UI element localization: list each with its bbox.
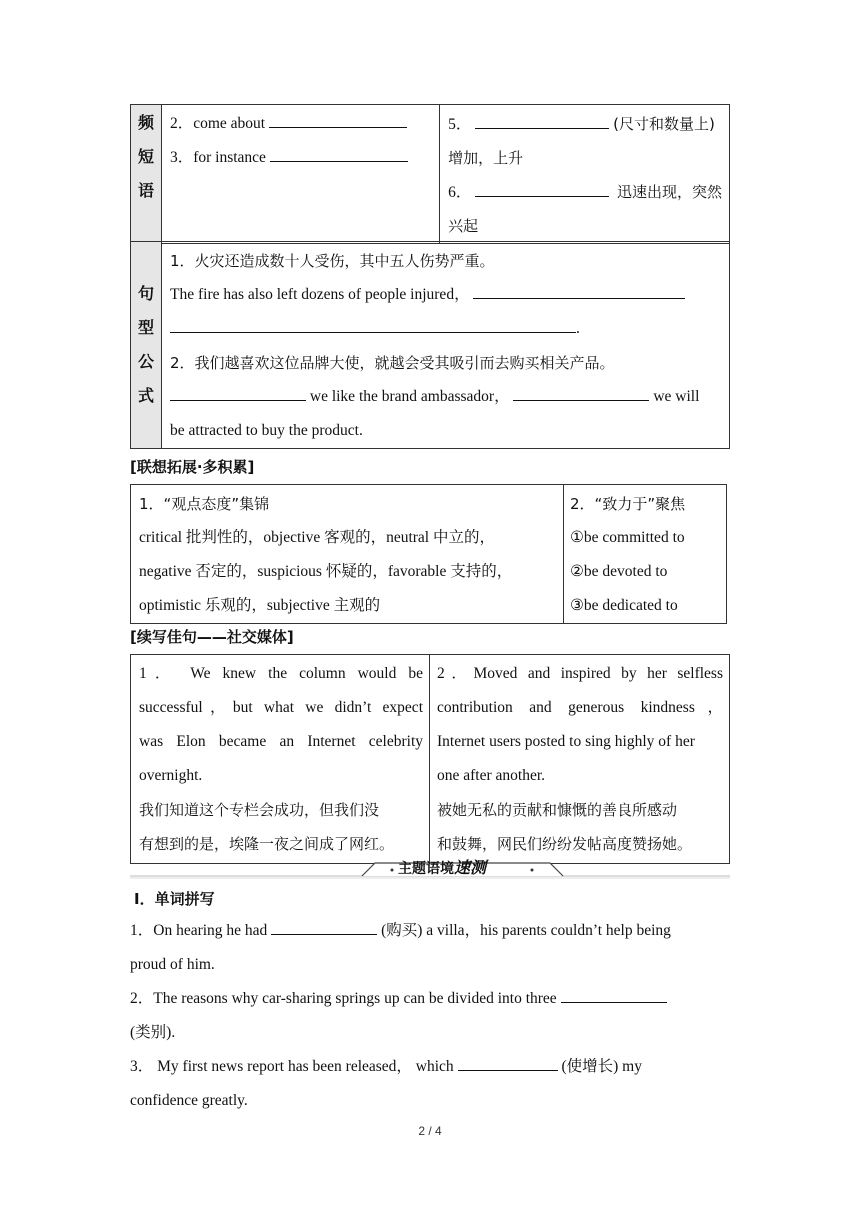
answer-blank[interactable] <box>513 384 649 401</box>
question-1: 1．On hearing he had (购买) a villa，his parents couldn’t help being <box>130 914 730 948</box>
phrase-left-cell: 2．come about 3．for instance <box>161 105 439 244</box>
answer-blank[interactable] <box>170 384 306 401</box>
answer-blank[interactable] <box>269 111 407 128</box>
association-table <box>130 484 727 624</box>
page-number: 2 / 4 <box>418 1124 442 1138</box>
answer-blank[interactable] <box>475 180 609 197</box>
topic-banner <box>130 858 730 882</box>
sentence-table <box>130 654 730 864</box>
section-sentences-heading: [续写佳句——社交媒体] <box>130 628 294 646</box>
pattern-table <box>130 241 730 449</box>
answer-blank[interactable] <box>458 1054 558 1071</box>
association-right-cell: 2．“致力于”聚焦 ①be committed to ②be devoted to ③be dedicated to <box>564 485 727 624</box>
sentence-right-cell: 2．Moved and inspired by her selfless contribution and generous kindness， Internet users posted to sing highly of her one after another. 被她无私的贡献和慷慨的善良所感动 和鼓舞，网民们纷纷发帖高度赞扬她。 <box>430 655 730 864</box>
phrase-right-cell: 5． (尺寸和数量上) 增加，上升 6． 迅速出现，突然 兴起 <box>440 105 730 244</box>
exercise-section-title: Ⅰ．单词拼写 <box>134 890 215 908</box>
phrase-table <box>130 104 730 244</box>
answer-blank[interactable] <box>473 282 685 299</box>
pattern-side-label: 句 型 公 式 <box>131 242 162 449</box>
question-2: 2．The reasons why car-sharing springs up can be divided into three <box>130 982 730 1016</box>
phrase-side-label: 频 短 语 <box>131 105 162 244</box>
answer-blank[interactable] <box>270 145 408 162</box>
answer-blank[interactable] <box>170 316 576 333</box>
pattern-cell: 1．火灾还造成数十人受伤，其中五人伤势严重。 The fire has also left dozens of people injured， . 2．我们越喜欢这位品牌大使，就越会受其吸引而去购买相关产品。 we like the brand ambassador， we will be attracted to buy the product. <box>162 242 730 449</box>
answer-blank[interactable] <box>475 112 609 129</box>
answer-blank[interactable] <box>561 986 667 1003</box>
sentence-left-cell: 1． We knew the column would be successful，but what we didn’t expect was Elon became an Internet celebrity overnight. 我们知道这个专栏会成功，但我们没 有想到的是，埃隆一夜之间成了网红。 <box>131 655 430 864</box>
section-association-heading: [联想拓展·多积累] <box>130 458 255 476</box>
banner-text-emphasis: 速测 <box>454 858 487 877</box>
question-3: 3． My first news report has been released， which (使增长) my <box>130 1050 730 1084</box>
answer-blank[interactable] <box>271 918 377 935</box>
association-left-cell: 1．“观点态度”集锦 critical 批判性的，objective 客观的，neutral 中立的， negative 否定的，suspicious 怀疑的，favorable 支持的， optimistic 乐观的，subjective 主观的 <box>131 485 564 624</box>
banner-text: 主题语境 <box>398 861 454 877</box>
